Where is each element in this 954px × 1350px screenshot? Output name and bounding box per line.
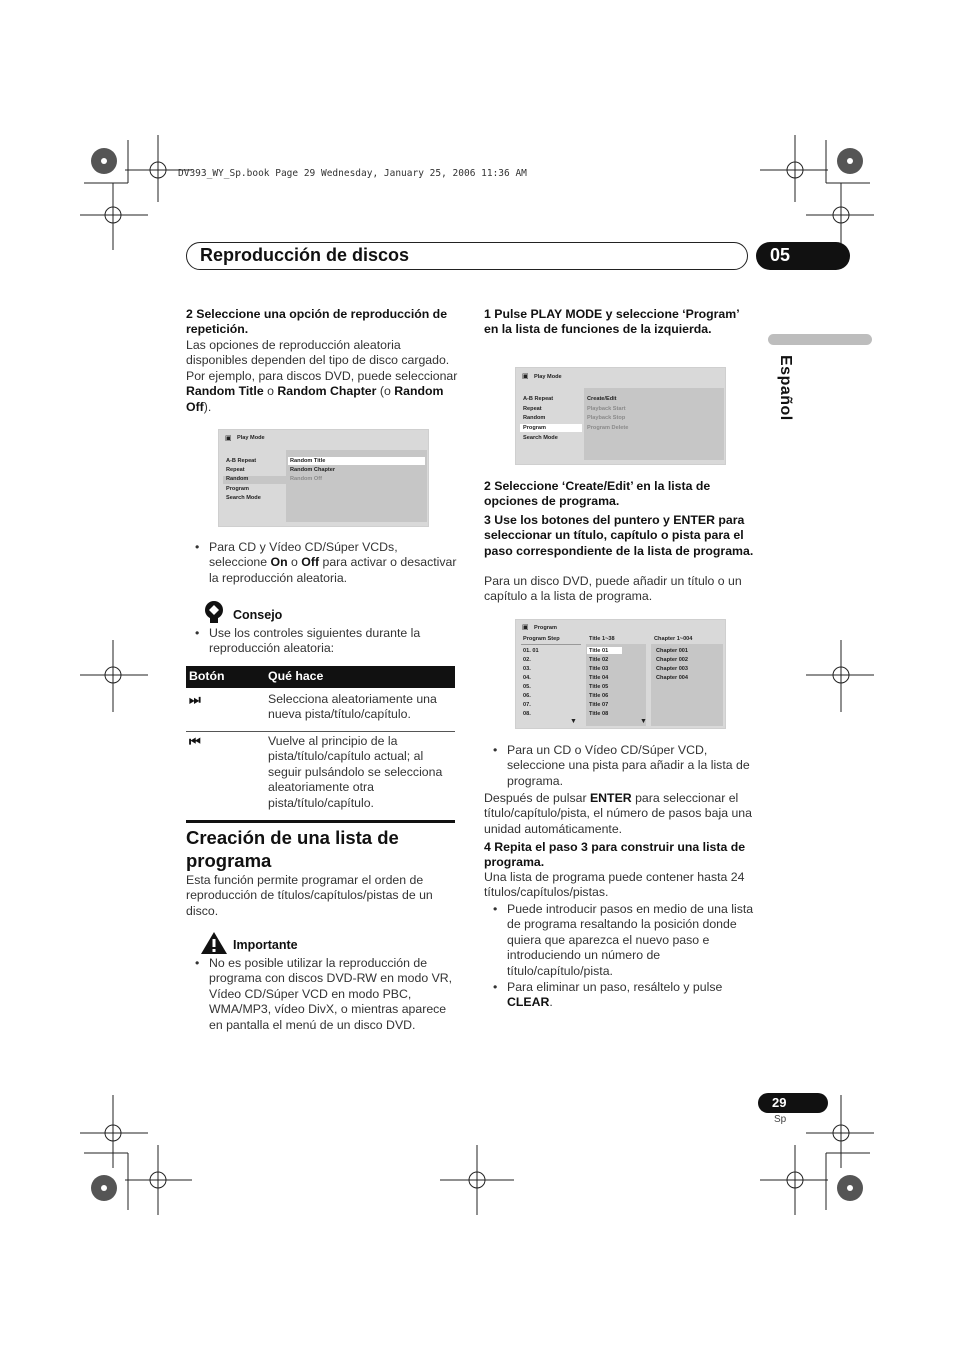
page-title: Reproducción de discos [200,245,410,265]
menu-item[interactable]: Repeat [523,406,542,412]
screen-icon: ▣ [225,435,232,442]
page-number: 29 [758,1093,828,1113]
option-item[interactable]: Random Off [290,476,323,482]
menu-item[interactable]: A-B Repeat [226,458,257,464]
play-mode-screen-random [218,429,429,527]
screen-title: Program [534,625,558,631]
right-step3-body: Para un disco DVD, puede añadir un título o un capítulo a la lista de programa. [484,574,742,604]
menu-item[interactable]: A-B Repeat [523,396,554,402]
scroll-down-icon[interactable]: ▼ [570,718,577,725]
screen-icon: ▣ [522,373,529,380]
program-step[interactable]: 08. [523,711,531,717]
step2-heading: 2 Seleccione una opción de reproducción de repetición. [186,307,448,337]
table-header [186,666,455,688]
title-item[interactable]: Title 08 [589,711,609,717]
step2-body: Las opciones de reproducción aleatoria disponibles dependen del tipo de disco cargado. Por ejemplo, para discos DVD, puede seleccionar Random Title o Random Chapter (o Random Off). [186,338,458,414]
table-row: Selecciona aleatoriamente una nueva pista/título/capítulo. [268,692,437,722]
menu-item[interactable]: Repeat [226,467,245,473]
title-item[interactable]: Title 07 [589,702,609,708]
program-step[interactable]: 05. [523,684,531,690]
important-title: Importante [233,938,298,952]
after-enter-text: Después de pulsar ENTER para seleccionar el título/capítulo/pista, el número de pasos baja una unidad automáticamente. [484,791,752,836]
right-step4: 4 Repita el paso 3 para construir una lista de programa. [484,840,746,870]
important-bullet: • No es posible utilizar la reproducción de programa con discos DVD-RW en modo VR, Vídeo CD/Súper VCD en modo PBC, WMA/MP3, vídeo DivX, o mientras aparece en pantalla el menú de un disco DVD. [209,956,461,1033]
chapter-item[interactable]: Chapter 004 [656,675,689,681]
program-screen [515,619,726,729]
menu-item[interactable]: Program [226,486,250,492]
program-step[interactable]: 01. 01 [523,648,539,654]
program-step[interactable]: 06. [523,693,531,699]
previous-icon: ⏮ [189,734,201,749]
bullet-delete: • Para eliminar un paso, resáltelo y pulse CLEAR. [507,980,757,1011]
right-step4-body: Una lista de programa puede contener hasta 24 títulos/capítulos/pistas. [484,870,745,900]
language-label: Español [777,355,794,421]
column-header: Chapter 1~004 [654,636,693,642]
tip-bullet: • Use los controles siguientes durante la reproducción aleatoria: [209,626,459,657]
section-title: Creación de una lista de programa [186,827,399,871]
column-header: Program Step [523,636,560,642]
option-item[interactable]: Playback Start [587,406,626,412]
program-step[interactable]: 04. [523,675,531,681]
warning-icon [200,931,228,955]
chapter-item[interactable]: Chapter 001 [656,648,689,654]
title-item[interactable]: Title 06 [589,693,609,699]
screen-title: Play Mode [237,435,265,441]
chapter-item[interactable]: Chapter 002 [656,657,689,663]
screen-icon: ▣ [522,624,529,631]
column-header: Title 1~38 [589,636,615,642]
menu-item[interactable]: Random [523,415,546,421]
file-info: DV393_WY_Sp.book Page 29 Wednesday, January 25, 2006 11:36 AM [178,168,527,179]
program-step[interactable]: 07. [523,702,531,708]
program-step[interactable]: 03. [523,666,531,672]
language-tab-bar [768,334,872,345]
option-item[interactable]: Create/Edit [587,396,617,402]
title-item[interactable]: Title 04 [589,675,609,681]
bullet-insert: • Puede introducir pasos en medio de una lista de programa resaltando la posición donde quiera que aparezca el nuevo paso e introduciendo un número de título/capítulo/pista. [507,902,757,979]
page-lang-code: Sp [774,1114,787,1125]
bullet-cd-program: • Para un CD o Vídeo CD/Súper VCD, seleccione una pista para añadir a la lista de programa. [507,743,757,789]
screen-title: Play Mode [534,374,562,380]
title-item[interactable]: Title 01 [589,648,609,654]
right-step1: 1 Pulse PLAY MODE y seleccione ‘Program’ en la lista de funciones de la izquierda. [484,307,739,337]
right-step2: 2 Seleccione ‘Create/Edit’ en la lista de opciones de programa. [484,479,711,509]
right-step3: 3 Use los botones del puntero y ENTER para seleccionar un título, capítulo o pista para el paso correspondiente de la lista de programa. [484,513,754,558]
option-item[interactable]: Random Title [290,458,326,464]
chapter-item[interactable]: Chapter 003 [656,666,689,672]
menu-item[interactable]: Search Mode [226,495,261,501]
tip-title: Consejo [233,608,283,622]
section-body: Esta función permite programar el orden de reproducción de títulos/capítulos/pistas de un disco. [186,873,433,918]
bullet-cd-random: • Para CD y Vídeo CD/Súper VCDs, seleccione On o Off para activar o desactivar la reproducción aleatoria. [209,540,459,586]
option-item[interactable]: Random Chapter [290,467,336,473]
table-row: Vuelve al principio de la pista/título/capítulo actual; al seguir pulsándolo se selecciona aleatoriamente otra pista/título/capítulo. [268,734,443,810]
menu-item[interactable]: Random [226,476,249,482]
option-item[interactable]: Playback Stop [587,415,626,421]
title-item[interactable]: Title 03 [589,666,609,672]
table-header-action: Qué hace [268,669,324,683]
scroll-down-icon[interactable]: ▼ [640,718,647,725]
program-step[interactable]: 02. [523,657,531,663]
title-item[interactable]: Title 05 [589,684,609,690]
menu-item[interactable]: Search Mode [523,435,558,441]
title-item[interactable]: Title 02 [589,657,609,663]
play-mode-screen-program [515,367,726,465]
chapter-badge: 05 [756,242,850,270]
next-icon: ⏭ [189,692,201,707]
table-header-button: Botón [189,669,225,683]
tip-icon [200,598,228,626]
menu-item[interactable]: Program [523,425,547,431]
option-item[interactable]: Program Delete [587,425,629,431]
